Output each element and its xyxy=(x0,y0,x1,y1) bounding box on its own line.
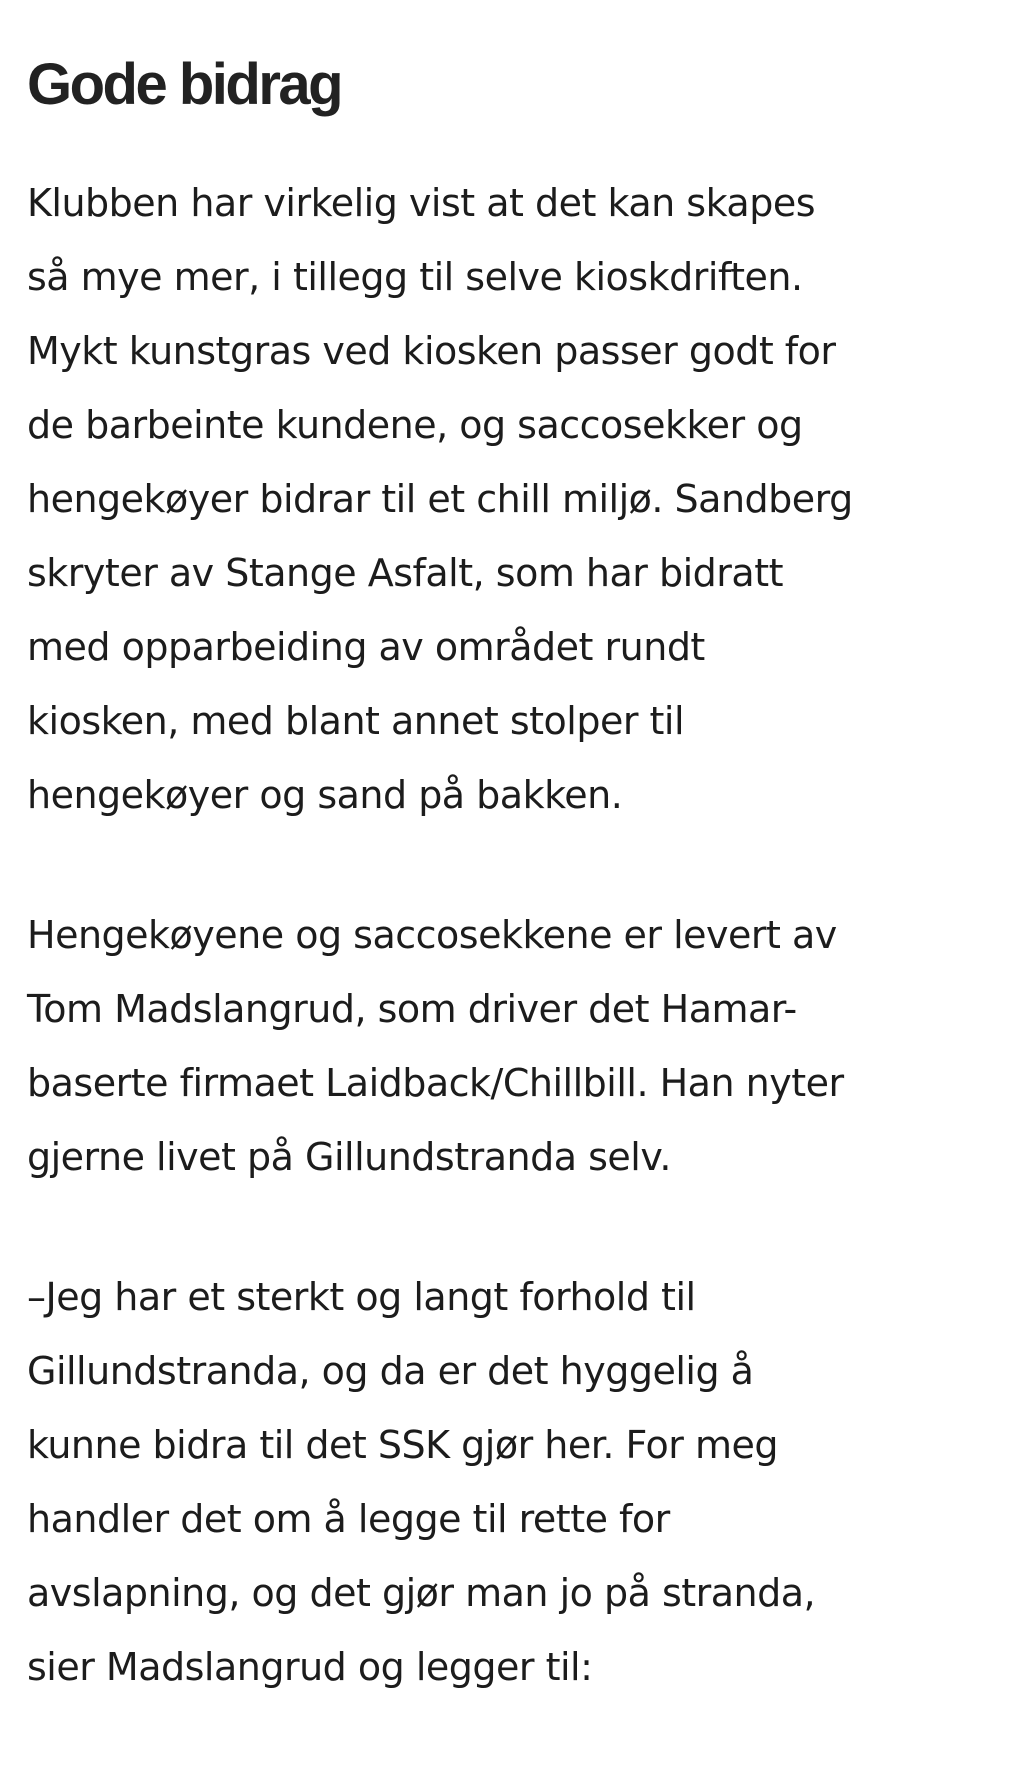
article-body xyxy=(27,40,1007,1770)
paragraph-1 xyxy=(27,166,1007,832)
text-line: Klubben har virkelig vist at det kan skapes xyxy=(27,181,816,225)
text-line: med opparbeiding av området rundt xyxy=(27,625,705,669)
text-line: hengekøyer og sand på bakken. xyxy=(27,773,623,817)
text-line: så mye mer, i tillegg til selve kioskdriften. xyxy=(27,255,803,299)
text-line: de barbeinte kundene, og saccosekker og xyxy=(27,403,803,447)
text-line: Mykt kunstgras ved kiosken passer godt for xyxy=(27,329,836,373)
section-heading: Gode bidrag xyxy=(27,52,342,117)
text-line: Gillundstranda, og da er det hyggelig å xyxy=(27,1349,754,1393)
text-line: –Jeg har et sterkt og langt forhold til xyxy=(27,1275,696,1319)
text-line: Hengekøyene og saccosekkene er levert av xyxy=(27,913,837,957)
text-line: kiosken, med blant annet stolper til xyxy=(27,699,685,743)
text-line: skryter av Stange Asfalt, som har bidratt xyxy=(27,551,784,595)
text-line: avslapning, og det gjør man jo på stranda, xyxy=(27,1571,816,1615)
text-line: Tom Madslangrud, som driver det Hamar- xyxy=(27,987,797,1031)
text-line: hengekøyer bidrar til et chill miljø. Sandberg xyxy=(27,477,853,521)
text-line: sier Madslangrud og legger til: xyxy=(27,1645,593,1689)
paragraph-3 xyxy=(27,1260,1007,1704)
text-line: handler det om å legge til rette for xyxy=(27,1497,670,1541)
text-line: baserte firmaet Laidback/Chillbill. Han nyter xyxy=(27,1061,844,1105)
text-line: gjerne livet på Gillundstranda selv. xyxy=(27,1135,671,1179)
text-line: kunne bidra til det SSK gjør her. For meg xyxy=(27,1423,779,1467)
paragraph-2 xyxy=(27,898,1007,1194)
